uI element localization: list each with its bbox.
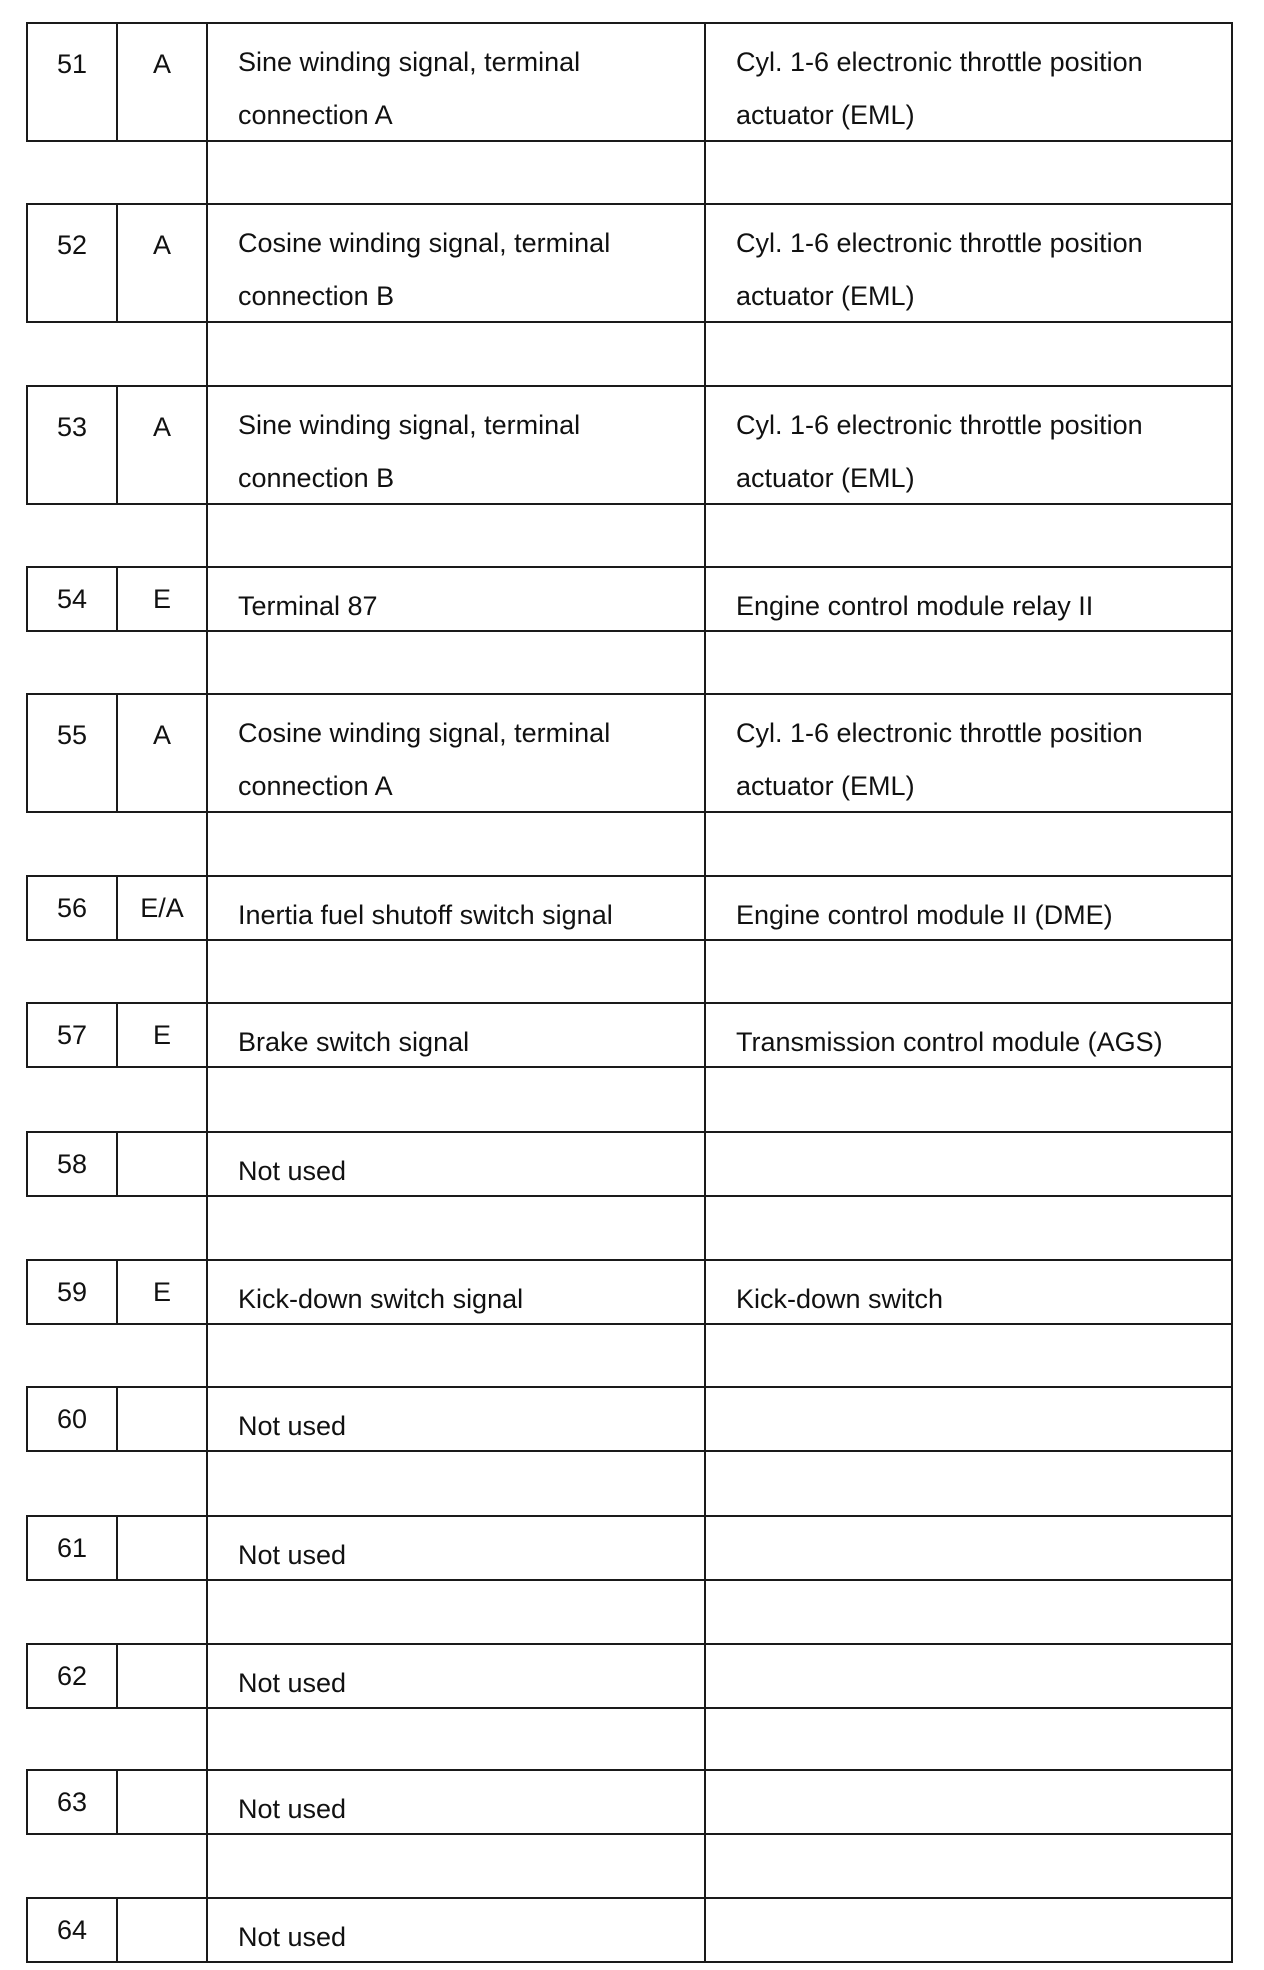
- signal-type-cell-text: A: [152, 720, 171, 750]
- pin-number-cell-text: 60: [56, 1404, 88, 1434]
- table-row: [26, 1259, 1233, 1325]
- signal-type-cell: [118, 1004, 208, 1066]
- table-row: [26, 1131, 1233, 1197]
- signal-type-cell: [118, 1388, 208, 1450]
- pin-number-cell-text: 64: [56, 1915, 88, 1945]
- pin-number-cell: [28, 695, 118, 811]
- pin-number-cell: [28, 24, 118, 140]
- description-cell: [208, 1261, 706, 1323]
- pin-number-cell-text: 55: [56, 720, 88, 750]
- signal-type-cell-text: A: [152, 412, 171, 442]
- description-cell: [208, 1771, 706, 1833]
- component-cell: [706, 695, 1231, 811]
- signal-type-cell: [118, 695, 208, 811]
- component-cell-text: [736, 1388, 1231, 1400]
- table-row: [26, 1515, 1233, 1581]
- pin-number-cell-text: 57: [56, 1020, 88, 1050]
- row-spacer: [206, 632, 1233, 693]
- row-spacer: [206, 142, 1233, 203]
- table-row: [26, 1386, 1233, 1452]
- row-spacer: [206, 1197, 1233, 1259]
- table-row: [26, 203, 1233, 323]
- table-row: [26, 1643, 1233, 1709]
- description-cell: [208, 877, 706, 939]
- signal-type-cell-text: A: [152, 230, 171, 260]
- component-cell: [706, 205, 1231, 321]
- row-spacer: [206, 1452, 1233, 1515]
- pin-number-cell-text: 54: [56, 584, 88, 614]
- pin-number-cell: [28, 1517, 118, 1579]
- description-cell-text: Not used: [238, 1411, 347, 1441]
- signal-type-cell: [118, 1133, 208, 1195]
- signal-type-cell-text: E/A: [140, 893, 184, 923]
- component-cell-text: Cyl. 1-6 electronic throttle position actuator (EML): [736, 228, 1143, 311]
- description-cell-text: Kick-down switch signal: [238, 1284, 524, 1314]
- pin-number-cell-text: 51: [56, 49, 88, 79]
- pin-number-cell-text: 63: [56, 1787, 88, 1817]
- row-spacer: [206, 1709, 1233, 1769]
- pin-number-cell: [28, 387, 118, 503]
- signal-type-cell: [118, 877, 208, 939]
- row-spacer: [206, 1068, 1233, 1131]
- component-cell: [706, 387, 1231, 503]
- pin-number-cell-text: 53: [56, 412, 88, 442]
- description-cell: [208, 1133, 706, 1195]
- component-cell-text: Engine control module relay II: [736, 591, 1094, 621]
- component-cell-text: [736, 1645, 1231, 1657]
- description-cell: [208, 695, 706, 811]
- description-cell-text: Not used: [238, 1156, 347, 1186]
- component-cell: [706, 1388, 1231, 1450]
- table-row: [26, 22, 1233, 142]
- description-cell-text: Cosine winding signal, terminal connection A: [238, 718, 611, 801]
- description-cell-text: Brake switch signal: [238, 1027, 470, 1057]
- component-cell-text: Cyl. 1-6 electronic throttle position actuator (EML): [736, 718, 1143, 801]
- signal-type-cell: [118, 1517, 208, 1579]
- signal-type-cell-text: E: [152, 584, 171, 614]
- component-cell-text: Transmission control module (AGS): [736, 1027, 1163, 1057]
- description-cell-text: Sine winding signal, terminal connection B: [238, 410, 581, 493]
- pin-number-cell: [28, 1645, 118, 1707]
- component-cell: [706, 1899, 1231, 1961]
- pin-number-cell: [28, 205, 118, 321]
- pin-number-cell-text: 52: [56, 230, 88, 260]
- component-cell: [706, 1261, 1231, 1323]
- signal-type-cell-text: E: [152, 1020, 171, 1050]
- description-cell-text: Sine winding signal, terminal connection A: [238, 47, 581, 130]
- description-cell: [208, 1517, 706, 1579]
- component-cell-text: Engine control module II (DME): [736, 900, 1113, 930]
- table-row: [26, 1897, 1233, 1963]
- component-cell-text: [736, 1517, 1231, 1529]
- signal-type-cell: [118, 1771, 208, 1833]
- pin-number-cell: [28, 1899, 118, 1961]
- component-cell-text: Kick-down switch: [736, 1284, 944, 1314]
- table-row: [26, 1769, 1233, 1835]
- description-cell: [208, 568, 706, 630]
- table-row: [26, 566, 1233, 632]
- signal-type-cell-text: E: [152, 1277, 171, 1307]
- pin-number-cell-text: 61: [56, 1533, 88, 1563]
- component-cell: [706, 1645, 1231, 1707]
- description-cell: [208, 205, 706, 321]
- description-cell-text: Not used: [238, 1540, 347, 1570]
- description-cell-text: Inertia fuel shutoff switch signal: [238, 900, 613, 930]
- signal-type-cell: [118, 205, 208, 321]
- component-cell: [706, 1771, 1231, 1833]
- description-cell-text: Terminal 87: [238, 591, 378, 621]
- pin-number-cell: [28, 1133, 118, 1195]
- description-cell: [208, 24, 706, 140]
- description-cell-text: Not used: [238, 1794, 347, 1824]
- pin-number-cell: [28, 1261, 118, 1323]
- description-cell-text: Not used: [238, 1922, 347, 1952]
- row-spacer: [206, 1581, 1233, 1643]
- pin-number-cell: [28, 877, 118, 939]
- table-row: [26, 693, 1233, 813]
- pin-number-cell: [28, 568, 118, 630]
- signal-type-cell: [118, 1261, 208, 1323]
- component-cell: [706, 568, 1231, 630]
- component-cell: [706, 877, 1231, 939]
- signal-type-cell-text: A: [152, 49, 171, 79]
- row-spacer: [206, 505, 1233, 566]
- pin-number-cell-text: 56: [56, 893, 88, 923]
- pin-number-cell: [28, 1004, 118, 1066]
- description-cell: [208, 387, 706, 503]
- pin-number-cell-text: 58: [56, 1149, 88, 1179]
- table-row: [26, 1002, 1233, 1068]
- pin-number-cell-text: 59: [56, 1277, 88, 1307]
- table-row: [26, 875, 1233, 941]
- description-cell: [208, 1645, 706, 1707]
- row-spacer: [206, 323, 1233, 385]
- description-cell-text: Not used: [238, 1668, 347, 1698]
- row-spacer: [206, 813, 1233, 875]
- component-cell-text: Cyl. 1-6 electronic throttle position actuator (EML): [736, 47, 1143, 130]
- component-cell-text: [736, 1899, 1231, 1911]
- component-cell: [706, 1517, 1231, 1579]
- component-cell: [706, 24, 1231, 140]
- pin-number-cell: [28, 1388, 118, 1450]
- description-cell-text: Cosine winding signal, terminal connection B: [238, 228, 611, 311]
- component-cell: [706, 1004, 1231, 1066]
- signal-type-cell: [118, 1899, 208, 1961]
- signal-type-cell: [118, 1645, 208, 1707]
- description-cell: [208, 1388, 706, 1450]
- component-cell: [706, 1133, 1231, 1195]
- row-spacer: [206, 1325, 1233, 1386]
- description-cell: [208, 1004, 706, 1066]
- pin-number-cell-text: 62: [56, 1661, 88, 1691]
- pin-number-cell: [28, 1771, 118, 1833]
- component-cell-text: Cyl. 1-6 electronic throttle position actuator (EML): [736, 410, 1143, 493]
- table-row: [26, 385, 1233, 505]
- signal-type-cell: [118, 568, 208, 630]
- signal-type-cell: [118, 387, 208, 503]
- component-cell-text: [736, 1771, 1231, 1783]
- description-cell: [208, 1899, 706, 1961]
- row-spacer: [206, 1835, 1233, 1897]
- component-cell-text: [736, 1133, 1231, 1145]
- signal-type-cell: [118, 24, 208, 140]
- row-spacer: [206, 941, 1233, 1002]
